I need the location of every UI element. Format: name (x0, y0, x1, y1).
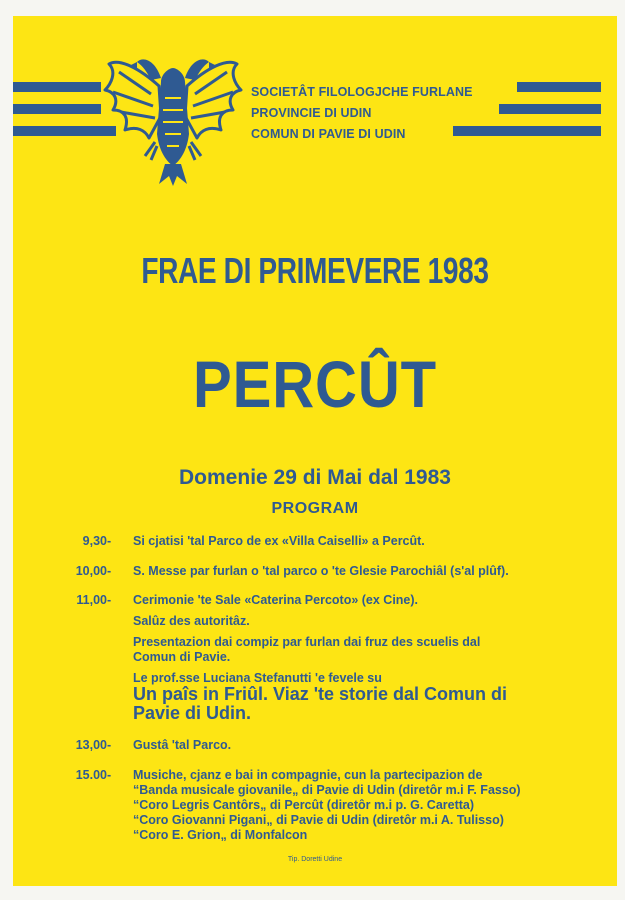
dash: - (107, 768, 112, 782)
lecture-title: Un paîs in Friûl. Viaz 'te storie dal Comun di (133, 684, 508, 704)
place-title: PERCÛT (192, 347, 438, 421)
printer-credit: Tip. Doretti Udine (287, 856, 343, 863)
organization-name: PROVINCIE DI UDIN (251, 106, 372, 120)
program-line: Si cjatisi 'tal Parco de ex «Villa Caiselli» a Percût. (133, 534, 425, 548)
dash: - (107, 738, 112, 752)
program-line: Musiche, cjanz e bai in compagnie, cun la partecipazion de (133, 768, 483, 782)
event-title: FRAE DI PRIMEVERE 1983 (141, 250, 489, 291)
header-stripe (13, 126, 116, 136)
event-date: Domenie 29 di Mai dal 1983 (179, 466, 451, 489)
program-line: Presentazion dai compiz par furlan dai fruz des scuelis dal (133, 635, 481, 649)
program-time: 11,00 (76, 593, 107, 607)
header-stripe (499, 104, 601, 114)
program-heading: PROGRAM (271, 500, 359, 517)
organization-name: COMUN DI PAVIE DI UDIN (251, 127, 406, 141)
program-line: Comun di Pavie. (133, 650, 231, 664)
header-stripe (517, 82, 601, 92)
program-line: “Banda musicale giovanile„ di Pavie di Udin (diretôr m.i F. Fasso) (133, 783, 521, 797)
lecture-title: Pavie di Udin. (133, 703, 252, 723)
program-line: Cerimonie 'te Sale «Caterina Percoto» (ex Cine). (133, 593, 419, 607)
program-line: Le prof.sse Luciana Stefanutti 'e fevele su (133, 671, 382, 685)
dash: - (107, 534, 112, 548)
eagle-crest-icon (99, 38, 247, 188)
program-time: 10,00 (75, 564, 107, 578)
program-time: 9,30 (82, 534, 107, 548)
program-line: S. Messe par furlan o 'tal parco o 'te Glesie Parochiâl (s'al plûf). (133, 564, 509, 578)
header-stripe (13, 82, 101, 92)
program-line: “Coro Legris Cantôrs„ di Percût (diretôr m.i p. G. Caretta) (133, 798, 475, 812)
program-time: 13,00 (75, 738, 107, 752)
program-time: 15.00 (75, 768, 107, 782)
header-stripe (13, 104, 101, 114)
organizations-block (251, 82, 473, 145)
program-line: “Coro E. Grion„ di Monfalcon (133, 828, 308, 842)
program-line: Gustâ 'tal Parco. (133, 738, 232, 752)
dash: - (107, 593, 112, 607)
header-stripe (453, 126, 601, 136)
program-line: Salûz des autoritâz. (133, 614, 250, 628)
dash: - (107, 564, 112, 578)
poster (13, 16, 617, 886)
program-line: “Coro Giovanni Pigani„ di Pavie di Udin (diretôr m.i A. Tulisso) (133, 813, 504, 827)
organization-name: SOCIETÂT FILOLOGJCHE FURLANE (251, 85, 473, 99)
